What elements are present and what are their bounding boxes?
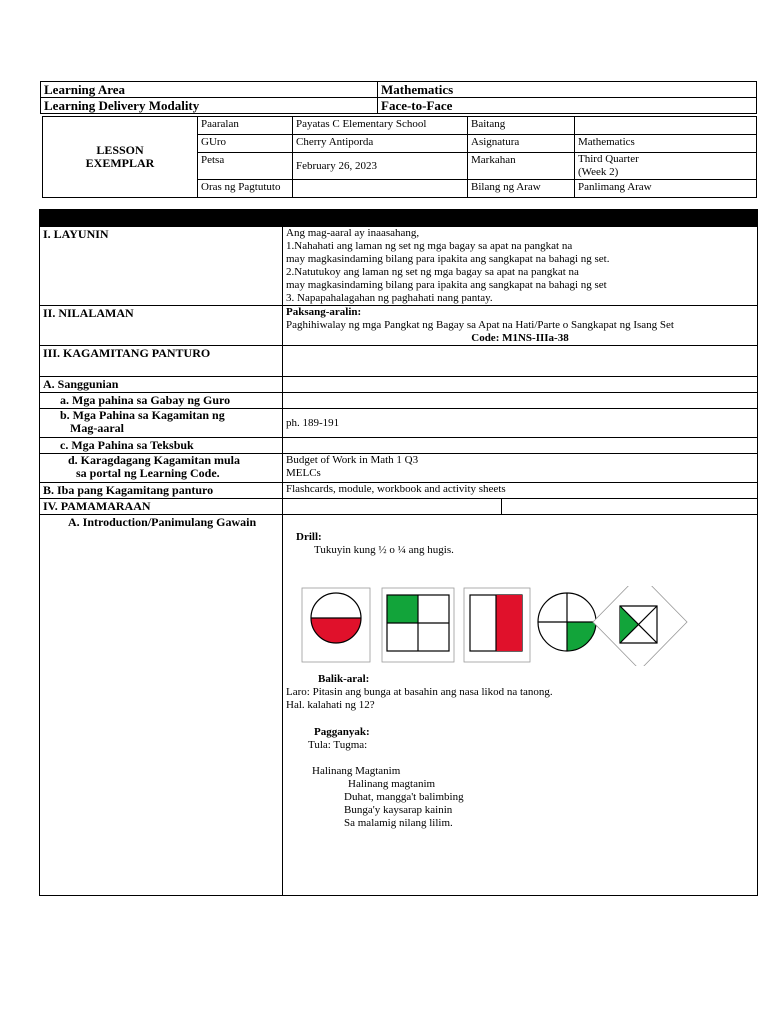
iba-pang-value: Flashcards, module, workbook and activity sheets xyxy=(283,483,758,499)
kagamitan-content xyxy=(283,346,758,377)
oras-label: Oras ng Pagtututo xyxy=(198,180,293,198)
lesson-exemplar-title: LESSON EXEMPLAR xyxy=(43,117,198,198)
layunin-content: Ang mag-aaral ay inaasahang, 1.Nahahati ang laman ng set ng mga bagay sa apat na pangkat na may magkasindaming bilang para ipakita ang sangkapat na bahagi ng set. 2.Natutukoy ang laman ng set ng mga bagay sa apat na pangkat na may magkasindaming bilang para ipakita ang sangkapat na bahagi ng set 3. Napapahalagahan ng paghahati nang pantay. xyxy=(283,227,758,306)
bilang-label: Bilang ng Araw xyxy=(468,180,575,198)
karagdagan-value: Budget of Work in Math 1 Q3 MELCs xyxy=(283,454,758,483)
drill-heading: Drill: xyxy=(296,531,322,543)
paaralan-label: Paaralan xyxy=(198,117,293,135)
sanggunian-label: A. Sanggunian xyxy=(40,377,283,393)
bilang-value: Panlimang Araw xyxy=(575,180,757,198)
kagamitan-mag-aaral-value: ph. 189-191 xyxy=(283,409,758,438)
petsa-label: Petsa xyxy=(198,153,293,180)
drill-text: Tukuyin kung ½ o ¼ ang hugis. xyxy=(314,544,454,556)
quarter-diamond-shape xyxy=(593,586,687,666)
nilalaman-content: Paksang-aralin: Paghihiwalay ng mga Pangkat ng Bagay sa Apat na Hati/Parte o Sangkapat ng Isang Set Code: M1NS-IIIa-38 xyxy=(283,306,758,346)
iba-pang-label: B. Iba pang Kagamitang panturo xyxy=(40,483,283,499)
nilalaman-label: II. NILALAMAN xyxy=(40,306,283,346)
petsa-value: February 26, 2023 xyxy=(293,153,468,180)
paaralan-value: Payatas C Elementary School xyxy=(293,117,468,135)
learning-area-value: Mathematics xyxy=(378,82,757,98)
learning-area-label: Learning Area xyxy=(41,82,378,98)
half-rectangle-shape xyxy=(464,588,530,662)
balik-aral-heading: Balik-aral: xyxy=(318,673,370,685)
asignatura-label: Asignatura xyxy=(468,135,575,153)
markahan-value: Third Quarter (Week 2) xyxy=(575,153,757,180)
info-table xyxy=(42,116,757,198)
guro-label: GUro xyxy=(198,135,293,153)
pamamaraan-label: IV. PAMAMARAAN xyxy=(40,499,283,515)
baitang-value xyxy=(575,117,757,135)
layunin-label: I. LAYUNIN xyxy=(40,227,283,306)
modality-value: Face-to-Face xyxy=(378,98,757,114)
poem-line: Duhat, mangga't balimbing xyxy=(344,791,464,803)
kagamitan-mag-aaral-label: b. Mga Pahina sa Kagamitan ng Mag-aaral xyxy=(40,409,283,438)
karagdagan-label: d. Karagdagang Kagamitan mula sa portal ng Learning Code. xyxy=(40,454,283,483)
baitang-label: Baitang xyxy=(468,117,575,135)
oras-value xyxy=(293,180,468,198)
pagganyak-heading: Pagganyak: xyxy=(314,726,370,738)
lesson-table xyxy=(39,209,758,896)
introduction-content xyxy=(283,515,758,896)
fraction-shapes-illustration xyxy=(300,586,700,666)
balik-aral-line-2: Hal. kalahati ng 12? xyxy=(286,699,375,711)
balik-aral-line-1: Laro: Pitasin ang bunga at basahin ang nasa likod na tanong. xyxy=(286,686,553,698)
quarter-circle-shape xyxy=(538,593,596,651)
quarter-square-shape xyxy=(382,588,454,662)
teksbuk-label: c. Mga Pahina sa Teksbuk xyxy=(40,438,283,454)
guro-value: Cherry Antiporda xyxy=(293,135,468,153)
markahan-label: Markahan xyxy=(468,153,575,180)
poem-line: Sa malamig nilang lilim. xyxy=(344,817,453,829)
poem-title: Halinang Magtanim xyxy=(312,765,401,777)
introduction-label: A. Introduction/Panimulang Gawain xyxy=(40,515,283,896)
tula-text: Tula: Tugma: xyxy=(308,739,368,751)
header-table xyxy=(40,81,757,114)
gabay-label: a. Mga pahina sa Gabay ng Guro xyxy=(40,393,283,409)
poem-line: Bunga'y kaysarap kainin xyxy=(344,804,453,816)
asignatura-value: Mathematics xyxy=(575,135,757,153)
header-bar xyxy=(40,210,758,227)
modality-label: Learning Delivery Modality xyxy=(41,98,378,114)
poem-line: Halinang magtanim xyxy=(348,778,436,790)
half-circle-shape xyxy=(302,588,370,662)
kagamitan-label: III. KAGAMITANG PANTURO xyxy=(40,346,283,377)
